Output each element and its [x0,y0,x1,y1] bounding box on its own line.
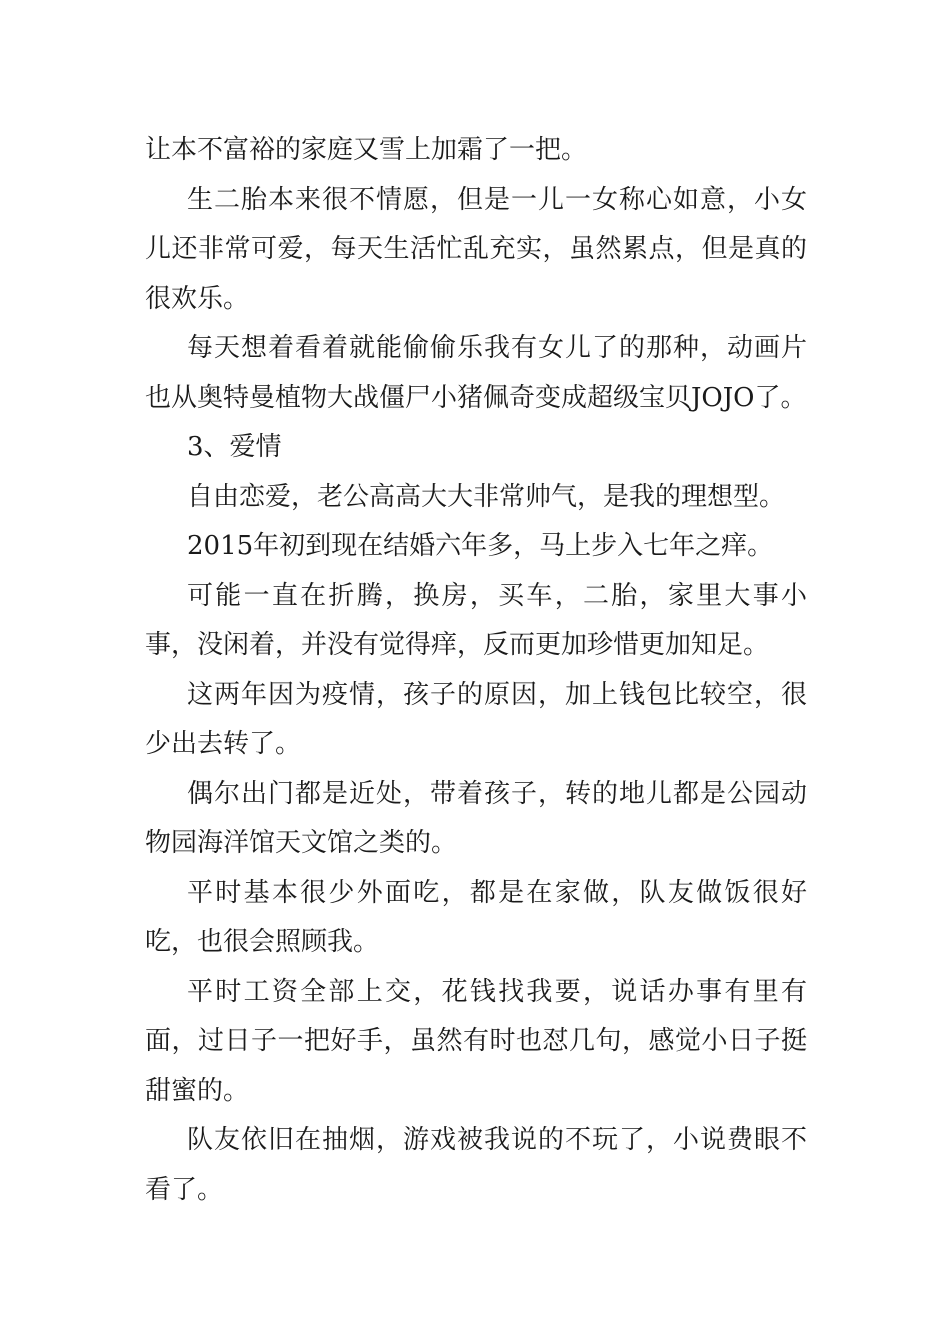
paragraph: 2015年初到现在结婚六年多，马上步入七年之痒。 [187,531,774,561]
paragraph: 每天想着看着就能偷偷乐我有女儿了的那种，动画片也从奥特曼植物大战僵尸小猪佩奇变成超级宝贝JOJO了。 [145,333,807,413]
paragraph: 这两年因为疫情，孩子的原因，加上钱包比较空，很少出去转了。 [145,679,807,759]
paragraph: 偶尔出门都是近处，带着孩子，转的地儿都是公园动物园海洋馆天文馆之类的。 [145,778,807,858]
paragraph: 让本不富裕的家庭又雪上加霜了一把。 [145,135,588,165]
document-body [145,126,807,1215]
paragraph: 平时基本很少外面吃，都是在家做，队友做饭很好吃，也很会照顾我。 [145,877,807,957]
paragraph: 平时工资全部上交，花钱找我要，说话办事有里有面，过日子一把好手，虽然有时也怼几句，感觉小日子挺甜蜜的。 [145,976,807,1106]
section-heading: 3、爱情 [187,432,282,462]
paragraph: 可能一直在折腾，换房，买车，二胎，家里大事小事，没闲着，并没有觉得痒，反而更加珍惜更加知足。 [145,580,807,660]
paragraph: 生二胎本来很不情愿，但是一儿一女称心如意，小女儿还非常可爱，每天生活忙乱充实，虽然累点，但是真的很欢乐。 [145,184,807,314]
paragraph: 队友依旧在抽烟，游戏被我说的不玩了，小说费眼不看了。 [145,1125,807,1205]
paragraph: 自由恋爱，老公高高大大非常帅气，是我的理想型。 [187,481,786,512]
